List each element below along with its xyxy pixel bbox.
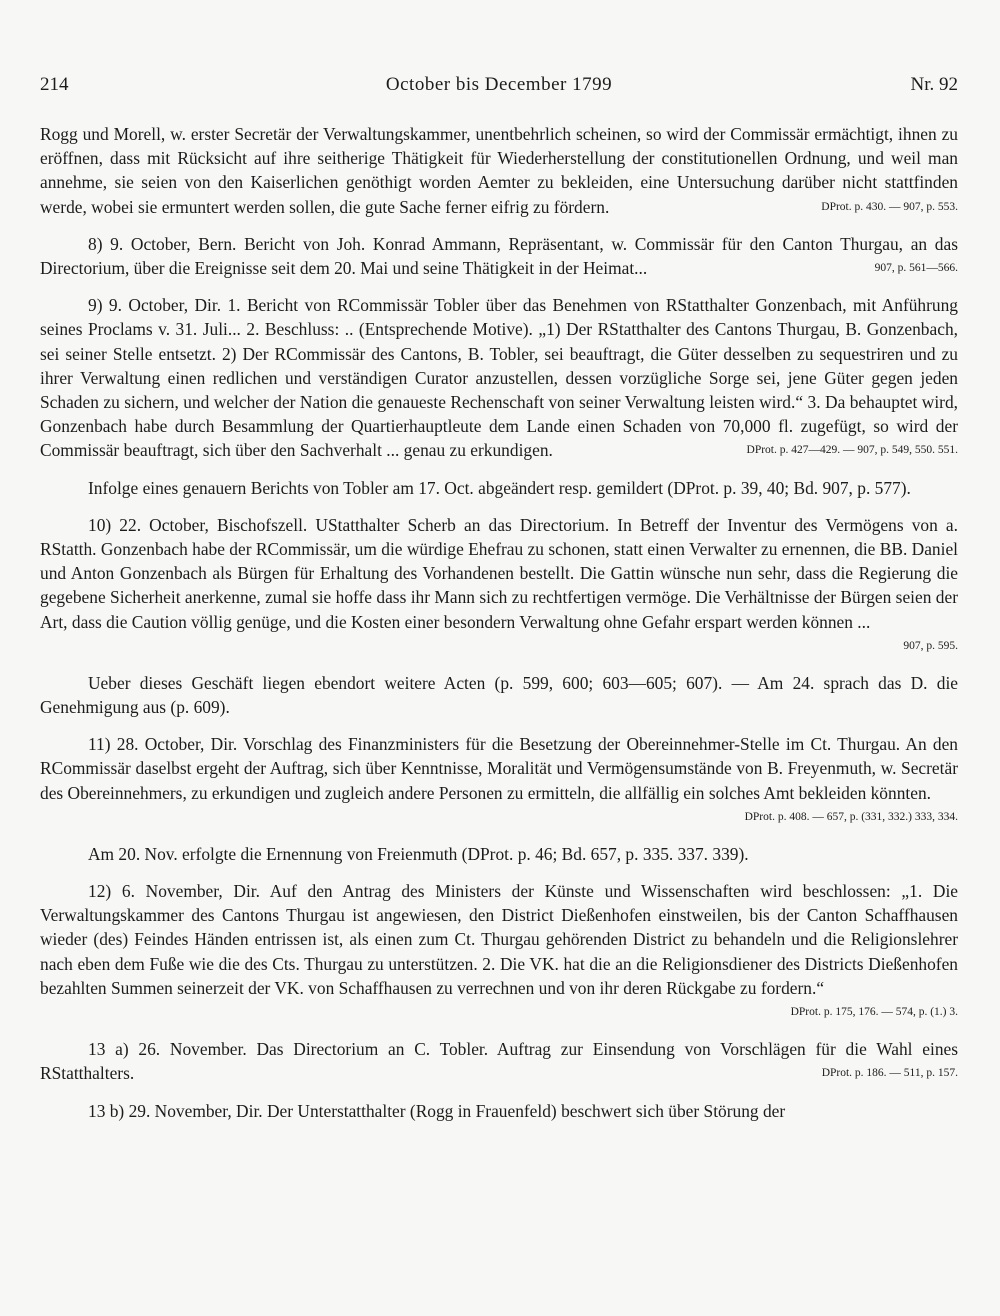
paragraph — [40, 842, 958, 866]
paragraph-text: 13 b) 29. November, Dir. Der Unterstatthalter (Rogg in Frauenfeld) beschwert sich über Störung der — [88, 1100, 786, 1121]
archive-reference: 907, p. 595. — [903, 639, 958, 652]
archive-reference: DProt. p. 408. — 657, p. (331, 332.) 333, 334. — [744, 810, 958, 823]
paragraph — [40, 671, 958, 719]
paragraph-text: 11) 28. October, Dir. Vorschlag des Finanzministers für die Besetzung der Obereinnehmer-Stelle im Ct. Thurgau. An den RCommissär daselbst ergeht der Auftrag, sich über Kenntnisse, Moralität und Vermögensumstände von B. Freyenmuth, w. Secretär des Obereinnehmers, zu erkundigen und zugleich andere Personen zu ermitteln, die allfällig ein solches Amt bekleiden könnten. — [40, 734, 958, 803]
paragraph — [40, 1099, 958, 1123]
document-body — [40, 122, 958, 1123]
archive-reference: DProt. p. 186. — 511, p. 157. — [821, 1067, 958, 1080]
archive-reference: DProt. p. 427—429. — 907, p. 549, 550. 551. — [746, 444, 958, 457]
archive-reference: 907, p. 561—566. — [874, 262, 958, 275]
paragraph — [40, 732, 958, 829]
paragraph — [40, 122, 958, 219]
paragraph-text: 13 a) 26. November. Das Directorium an C. Tobler. Auftrag zur Einsendung von Vorschlägen für die Wahl eines RStatthalters. — [40, 1039, 958, 1084]
document-number: Nr. 92 — [910, 74, 958, 95]
paragraph — [40, 476, 958, 500]
running-header — [40, 74, 958, 104]
paragraph-text: 9) 9. October, Dir. 1. Bericht von RCommissär Tobler über das Benehmen von RStatthalter Gonzenbach, mit Anführung seines Proclams v. 31. Juli... 2. Beschluss: .. (Entsprechende Motive). „1) Der RStatthalter des Cantons Thurgau, B. Gonzenbach, sei seiner Stelle entsetzt. 2) Der RCommissär des Cantons, B. Tobler, sei beauftragt, die Güter desselben zu sequestriren und zu ihrer Verwaltung einen redlichen und verständigen Curator anzustellen, dessen vorzügliche Sorge sei, jene Güter gegen jeden Schaden zu sichern, und welcher der Nation die genaueste Rechenschaft von seiner Verwaltung leisten wird.“ 3. Da behauptet wird, Gonzenbach habe durch Besammlung der Quartierhauptleute dem Lande einen Schaden von 70,000 fl. zugefügt, so wird der Commissär beauftragt, sich über den Sachverhalt ... genau zu erkundigen. — [40, 295, 958, 461]
paragraph-text: Infolge eines genauern Berichts von Tobler am 17. Oct. abgeändert resp. gemildert (DProt. p. 39, 40; Bd. 907, p. 577). — [88, 477, 911, 498]
paragraph-text: 12) 6. November, Dir. Auf den Antrag des Ministers der Künste und Wissenschaften wird beschlossen: „1. Die Verwaltungskammer des Cantons Thurgau ist angewiesen, den District Dießenhofen einstweilen, bis der Canton Schaffhausen wieder (des) Feindes Händen entrissen ist, als einen zum Ct. Thurgau gehörenden District zu behandeln und die Religionslehrer nach eben dem Fuße wie die des Cts. Thurgau zu unterstützen. 2. Die VK. hat die an die Religionsdiener des Districts Dießenhofen bezahlten Summen seinerzeit der VK. von Schaffhausen zu verrechnen und von ihr deren Rückgabe zu fordern.“ — [40, 881, 958, 998]
paragraph — [40, 879, 958, 1024]
running-title: October bis December 1799 — [385, 74, 613, 95]
paragraph — [40, 232, 958, 280]
paragraph — [40, 293, 958, 462]
paragraph-text: Am 20. Nov. erfolgte die Ernennung von Freienmuth (DProt. p. 46; Bd. 657, p. 335. 337. 339). — [88, 843, 749, 864]
paragraph-text: 8) 9. October, Bern. Bericht von Joh. Konrad Ammann, Repräsentant, w. Commissär für den Canton Thurgau, an das Directorium, über die Ereignisse seit dem 20. Mai und seine Thätigkeit in der Heimat... — [40, 233, 958, 279]
archive-reference: DProt. p. 430. — 907, p. 553. — [821, 200, 958, 213]
paragraph-text: Ueber dieses Geschäft liegen ebendort weitere Acten (p. 599, 600; 603—605; 607). — Am 24. sprach das D. die Genehmigung aus (p. 609). — [40, 672, 958, 718]
paragraph-text: Rogg und Morell, w. erster Secretär der Verwaltungskammer, unentbehrlich scheinen, so wird der Commissär ermächtigt, ihnen zu eröffnen, dass mit Rücksicht auf ihre seitherige Thätigkeit für Wiederherstellung der constitutionellen Ordnung, und weil man annehme, sie seien von den Kaiserlichen genöthigt worden Aemter zu bekleiden, eine Untersuchung darüber nicht stattfinden werde, wobei sie ermuntert werden sollen, die gute Sache ferner eifrig zu fördern. — [40, 124, 958, 217]
archive-reference: DProt. p. 175, 176. — 574, p. (1.) 3. — [790, 1006, 958, 1019]
paragraph — [40, 1037, 958, 1085]
paragraph — [40, 513, 958, 658]
paragraph-text: 10) 22. October, Bischofszell. UStatthalter Scherb an das Directorium. In Betreff der Inventur des Vermögens von a. RStatth. Gonzenbach habe der RCommissär, um die würdige Ehefrau zu schonen, statt einen Verwalter zu ernennen, die BB. Daniel und Anton Gonzenbach als Bürgen für Erhaltung des Vorhandenen bestellt. Die Gattin wünsche nun sehr, dass die Regierung die gegebene Sicherheit anerkenne, zumal sie hoffe dass ihr Mann sich zu rechtfertigen vermöge. Die Verhältnisse der Bürgen seien der Art, dass die Caution völlig genüge, und die Kosten einer besondern Verwaltung ohne Gefahr erspart werden können ... — [40, 514, 958, 632]
page-number: 214 — [40, 74, 69, 95]
